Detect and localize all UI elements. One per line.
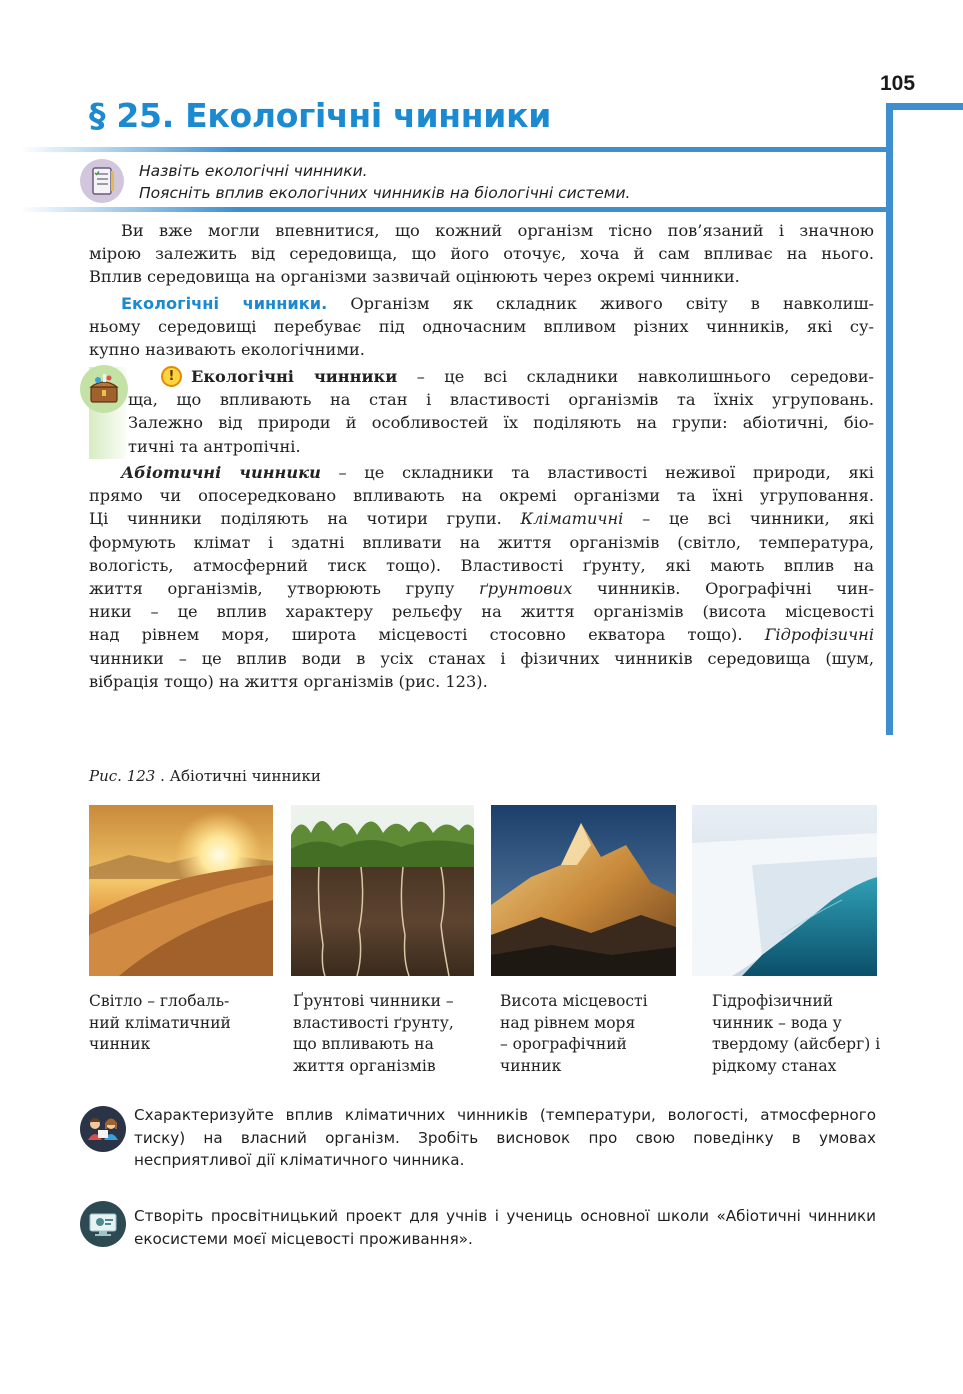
term-hydrophysical: Гідрофізичні [764,625,874,645]
task-reflection [134,1104,876,1172]
section-number: § 25. [89,96,174,135]
objective-line: Назвіть екологічні чинники. [139,162,368,180]
text-line: мірою залежить від середовища, що його оточує, хоча й сам впливає на нього. [89,244,874,264]
text-line: ньому середовищі перебуває під одночасним впливом різних чинників, які су- [89,317,874,337]
text-line: Вплив середовища на організми зазвичай оцінюють через окремі чинники. [89,267,740,287]
text-line: формують клімат і здатні впливати на життя організмів (світло, температура, [89,532,874,552]
term-climatic: Кліматичні [520,509,624,529]
eco-factors-paragraph [89,292,874,362]
text-line: Ви вже могли впевнитися, що кожний організм тісно пов’язаний і значною [121,221,874,240]
text-line: ники – це вплив характеру рельєфу на життя організмів (висота місцевості [89,602,874,622]
section-title [89,96,551,135]
photo-caption: Гідрофізичний чинник – вода у твердому (айсберг) і рідкому станах [712,992,881,1075]
term-soil: ґрунтових [479,579,573,599]
text-line: вібрація тощо) на життя організмів (рис. 123). [89,671,488,691]
text-line: екосистеми моєї місцевості проживання». [134,1229,473,1248]
text-line: Екологічні чинники. Організм як складник живого світу в навколиш- [121,294,874,313]
intro-paragraph [89,219,874,289]
text-line: тиску) на власний організм. Зробіть висновок про свою поведінку в умовах [134,1128,876,1147]
figure-label: Рис. 123 [89,767,156,785]
defined-term: Екологічні чинники [191,367,398,386]
iceberg-sea-photo [692,805,877,976]
objective-line: Поясніть вплив екологічних чинників на біологічні системи. [139,184,631,202]
text-line: Залежно від природи й особливостей їх поділяють на групи: абіотичні, біо- [128,413,874,433]
text-line: чинники – це вплив води в усіх станах і фізичних чинників середовища (шум, [89,648,874,668]
computer-project-icon [80,1201,126,1247]
text-line: Абіотичні чинники – це складники та властивості неживої природи, які [121,463,874,482]
photo-caption: Висота місцевості над рівнем моря – орографічний чинник [500,992,648,1075]
figure-caption [89,767,321,785]
treasure-chest-icon [80,365,128,413]
notebook-checklist-icon [80,159,124,203]
text-line: над рівнем моря, широта місцевості стосовно екватора тощо). Гідрофізичні [89,625,874,645]
photo-caption: Ґрунтові чинники – властивості ґрунту, що впливають на життя організмів [293,992,454,1075]
photo-caption: Світло – глобаль- ний кліматичний чинник [89,992,231,1053]
text-line: життя організмів, утворюють групу ґрунтових чинників. Орографічні чин- [89,579,874,599]
page-corner-bar-horizontal [886,103,963,110]
text-line: Схарактеризуйте вплив кліматичних чинників (температури, вологості, атмосферного [134,1106,876,1124]
page-number: 105 [880,72,916,95]
abiotic-paragraph [89,461,874,693]
text-line: купно називають екологічними. [89,340,365,360]
figure-title: . Абіотичні чинники [155,767,321,785]
exclamation-icon: ! [161,366,182,387]
soil-roots-photo [291,805,474,976]
section-title-text: Екологічні чинники [185,96,552,135]
definition-paragraph [128,365,874,458]
objectives-divider-bottom [20,207,888,212]
text-line: Створіть просвітницький проект для учнів і учениць основної школи «Абіотичні чинники [134,1207,876,1225]
lesson-objectives [139,160,630,204]
students-discussion-icon [80,1106,126,1152]
text-line: вологість, атмосферний тиск тощо). Властивості ґрунту, які мають вплив на [89,555,874,575]
subheading: Екологічні чинники. [121,294,328,313]
term-abiotic: Абіотичні чинники [121,463,321,482]
text-line: Ці чинники поділяють на чотири групи. Кліматичні – це всі чинники, які [89,509,874,529]
page-corner-bar-vertical [886,103,893,735]
text-line: несприятливої дії кліматичного чинника. [134,1151,465,1169]
text-line: прямо чи опосередковано впливають на окремі організми та їхні угруповання. [89,486,874,506]
sunset-desert-photo [89,805,273,976]
task-project [134,1205,876,1250]
text-line: ща, що впливають на стан і властивості організмів та їхніх угруповань. [128,390,874,410]
text-line: тичні та антропічні. [128,436,301,456]
mountain-peak-photo [491,805,676,976]
objectives-divider-top [20,147,888,152]
text-line: Екологічні чинники – це всі складники навколишнього середови- [191,367,874,386]
